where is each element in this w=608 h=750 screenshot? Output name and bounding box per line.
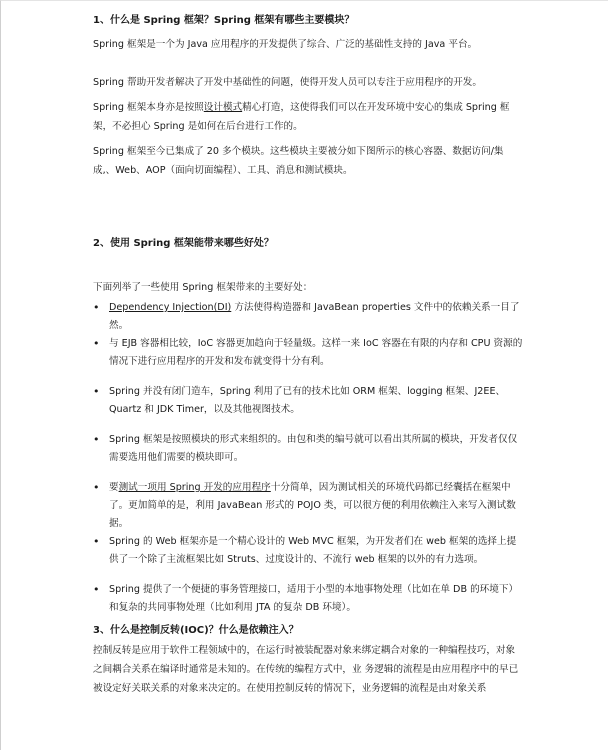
- q1-paragraph-1: Spring 框架是一个为 Java 应用程序的开发提供了综合、广泛的基础性支持的 Java 平台。: [93, 39, 478, 50]
- benefit-item-transactions: • Spring 提供了一个便捷的事务管理接口，适用于小型的本地事物处理（比如在单 DB 的环境下）和复杂的共同事物处理（比如利用 JTA 的复杂 DB 环境）。: [93, 581, 523, 617]
- benefit-item-ioc: • 与 EJB 容器相比较，IoC 容器更加趋向于轻量级。这样一来 IoC 容器在有限的内存和 CPU 资源的情况下进行应用程序的开发和发布就变得十分有利。: [93, 335, 523, 371]
- q2-intro: 下面列举了一些使用 Spring 框架带来的主要好处：: [93, 282, 313, 293]
- dependency-injection-link[interactable]: Dependency Injection(DI): [109, 302, 232, 313]
- q3-paragraph-1: 控制反转是应用于软件工程领域中的，在运行时被装配器对象来绑定耦合对象的一种编程技巧，对象之间耦合关系在编译时通常是未知的。在传统的编程方式中，业 务逻辑的流程是由应用程序中的早已被设定好关联关系的对象来决定的。在使用控制反转的情况下，业务逻辑的流程是由对象关系: [93, 645, 519, 694]
- document-content: [93, 13, 523, 698]
- benefit-item-modules: • Spring 框架是按照模块的形式来组织的。由包和类的编号就可以看出其所属的模块，开发者仅仅需要选用他们需要的模块即可。: [93, 431, 523, 467]
- benefit-item-web-mvc: • Spring 的 Web 框架亦是一个精心设计的 Web MVC 框架，为开发者们在 web 框架的选择上提供了一个除了主流框架比如 Struts、过度设计的、不流行 web 框架的以外的有力选项。: [93, 533, 523, 569]
- q1-paragraph-3: [93, 98, 523, 136]
- benefit-di-text: 方法使得构造器和 JavaBean properties 文件中的依赖关系一目了然。: [109, 302, 520, 331]
- benefit-item-di: [93, 299, 523, 335]
- design-pattern-link[interactable]: 设计模式: [203, 102, 243, 113]
- benefit-testing-text-b: 十分简单，因为测试相关的环境代码都已经囊括在框架中了。更加简单的是，利用 JavaBean 形式的 POJO 类，可以很方便的利用依赖注入来写入测试数据。: [109, 482, 516, 529]
- q1-paragraph-4: Spring 框架至今已集成了 20 多个模块。这些模块主要被分如下图所示的核心容器、数据访问/集成,、Web、AOP（面向切面编程）、工具、消息和测试模块。: [93, 146, 504, 176]
- question-3-heading: 3、什么是控制反转(IOC)？什么是依赖注入？: [93, 625, 299, 636]
- testing-link[interactable]: 测试一项用 Spring 开发的应用程序: [118, 482, 271, 493]
- q1-paragraph-2: Spring 帮助开发者解决了开发中基础性的问题，使得开发人员可以专注于应用程序的开发。: [93, 77, 482, 88]
- benefit-testing-text-a: 要: [109, 482, 119, 493]
- benefit-item-integration: • Spring 并没有闭门造车，Spring 利用了已有的技术比如 ORM 框架、logging 框架、J2EE、Quartz 和 JDK Timer，以及其他视图技术。: [93, 383, 523, 419]
- benefits-list: [93, 299, 523, 617]
- question-1-heading: 1、什么是 Spring 框架？Spring 框架有哪些主要模块？: [93, 15, 355, 26]
- question-2-heading: 2、使用 Spring 框架能带来哪些好处？: [93, 238, 274, 249]
- q1-p3-text-a: Spring 框架本身亦是按照: [93, 102, 204, 113]
- q1-p3-text-b: 精心打造，这使得我们可以在开发环境中安心的集成 Spring 框架，不必担心 Spring 是如何在后台进行工作的。: [93, 102, 510, 132]
- benefit-item-testing: [93, 479, 523, 533]
